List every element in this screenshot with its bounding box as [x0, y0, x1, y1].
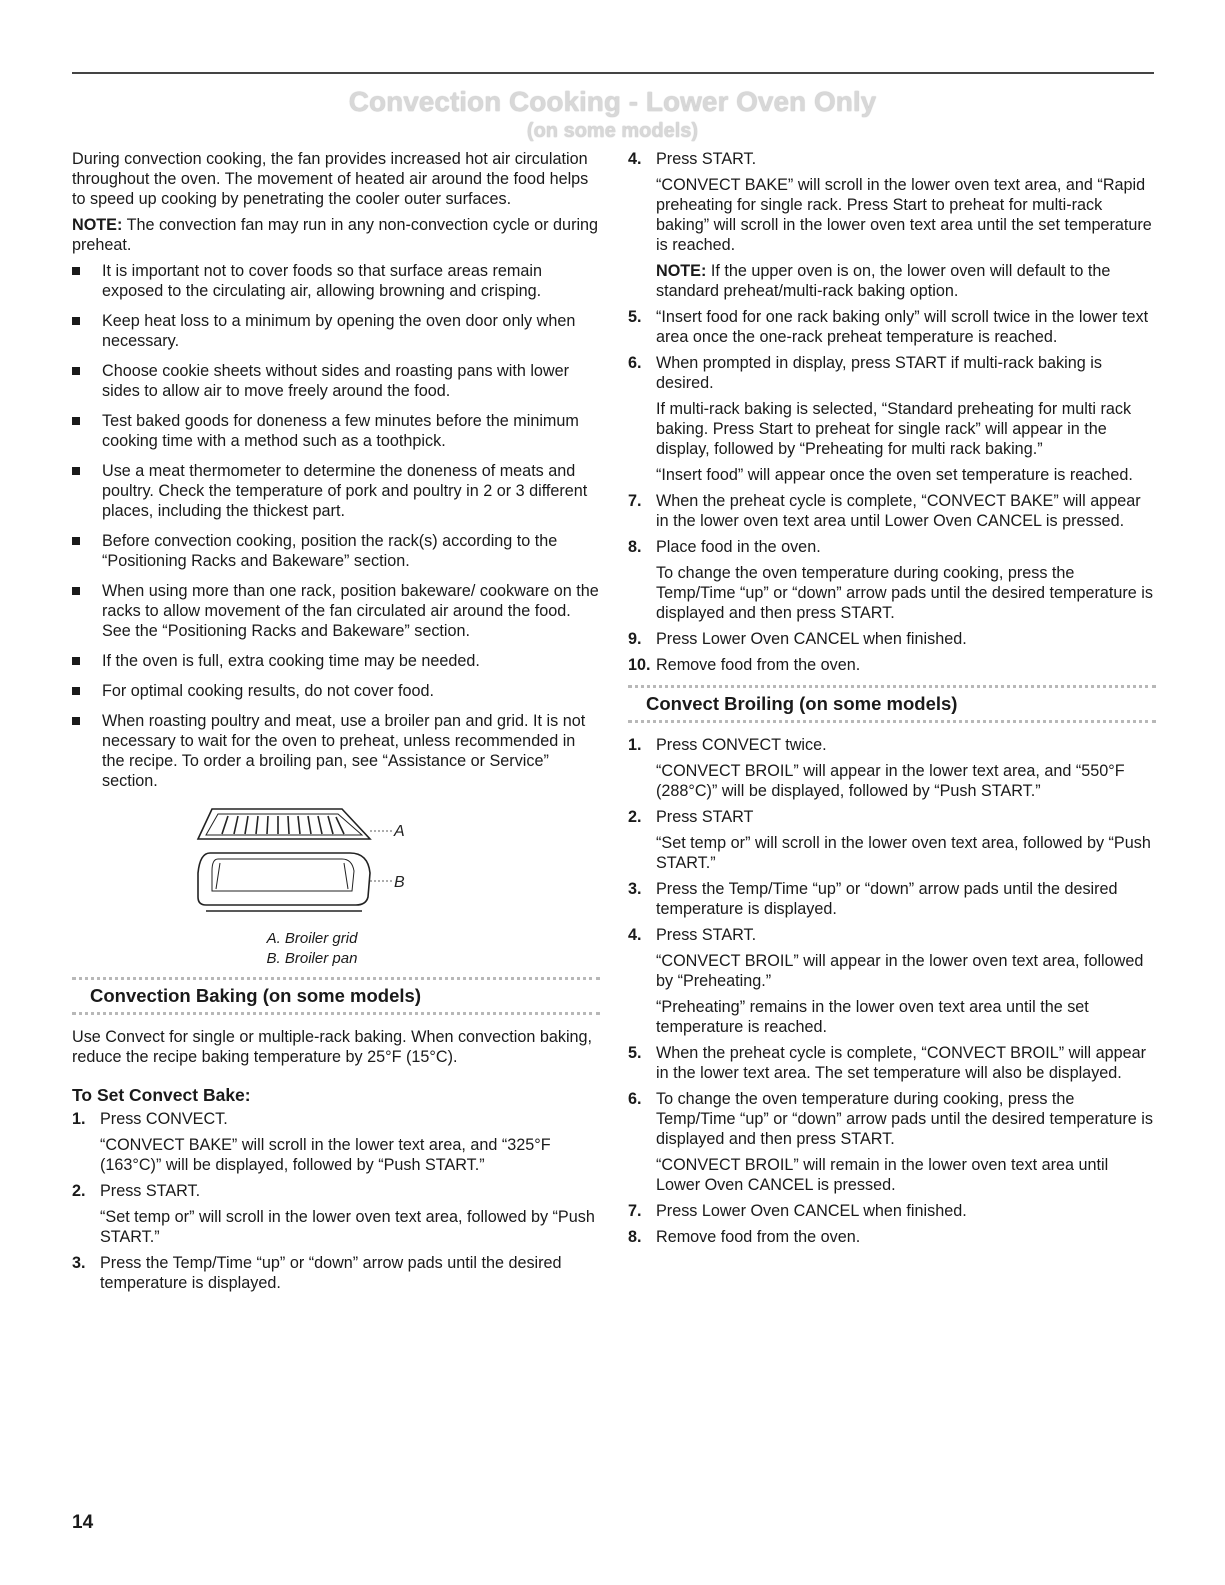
list-item: 8. Place food in the oven. To change the oven temperature during cooking, press the Temp/Time “up” or “down” arrow pads until the desired temperature is displayed and then press START. — [628, 538, 1153, 622]
list-item: 8. Remove food from the oven. — [628, 1228, 861, 1246]
bullet-icon — [72, 587, 80, 595]
list-item: Test baked goods for doneness a few minutes before the minimum cooking time with a method such as a toothpick. — [72, 411, 600, 451]
label-b: B — [394, 874, 405, 891]
bullet-icon — [72, 657, 80, 665]
caption-broiler-pan: B. Broiler pan — [266, 950, 358, 967]
bullet-icon — [72, 267, 80, 275]
broiler-pan-icon — [198, 853, 392, 911]
convect-bake-steps-continued — [628, 149, 1156, 675]
bullet-icon — [72, 717, 80, 725]
list-item: 4. Press START. “CONVECT BAKE” will scroll in the lower oven text area, and “Rapid preheating for single rack. Press Start to preheat for multi-rack baking” will scroll in the lower oven text area until the set temperature is reached. NOTE: If the upper oven is on, the lower oven will default to the standard preheat/multi-rack baking option. — [628, 149, 1156, 301]
convect-broiling-heading: Convect Broiling (on some models) — [628, 685, 1156, 723]
list-item: For optimal cooking results, do not cover food. — [72, 681, 600, 701]
page-number: 14 — [72, 1512, 94, 1533]
bullet-icon — [72, 467, 80, 475]
list-item: 7. Press Lower Oven CANCEL when finished. — [628, 1202, 967, 1220]
bullet-icon — [72, 687, 80, 695]
tips-list — [72, 261, 600, 791]
page-title: Convection Cooking - Lower Oven Only — [348, 86, 877, 117]
bullet-icon — [72, 367, 80, 375]
list-item: If the oven is full, extra cooking time may be needed. — [72, 651, 600, 671]
list-item: 2. Press START. “Set temp or” will scroll in the lower oven text area, followed by “Push START.” — [72, 1182, 595, 1246]
list-item: 6. When prompted in display, press START if multi-rack baking is desired. If multi-rack baking is selected, “Standard preheating for multi rack baking. Press Start to preheat for single rack” will appear in the display, followed by “Preheating for multi rack baking.” “Insert food” will appear once the oven set temperature is reached. — [628, 354, 1133, 484]
convect-broil-steps — [628, 735, 1156, 1247]
note-paragraph — [72, 215, 600, 255]
list-item: It is important not to cover foods so that surface areas remain exposed to the circulating air, allowing browning and crisping. — [72, 261, 600, 301]
left-column — [72, 149, 600, 1299]
list-item: 1. Press CONVECT twice. “CONVECT BROIL” will appear in the lower text area, and “550°F (288°C)” will be displayed, followed by “Push START.” — [628, 736, 1125, 800]
list-item: 4. Press START. “CONVECT BROIL” will appear in the lower oven text area, followed by “Preheating.” “Preheating” remains in the lower oven text area until the set temperature is reached. — [628, 926, 1144, 1036]
intro-paragraph: During convection cooking, the fan provides increased hot air circulation throughout the oven. The movement of heated air around the food helps to speed up cooking by penetrating the cooler outer surfaces. — [72, 150, 589, 208]
bullet-icon — [72, 317, 80, 325]
list-item: 7. When the preheat cycle is complete, “CONVECT BAKE” will appear in the lower oven text area until Lower Oven CANCEL is pressed. — [628, 492, 1141, 530]
convection-baking-intro: Use Convect for single or multiple-rack baking. When convection baking, reduce the recipe baking temperature by 25°F (15°C). — [72, 1028, 593, 1066]
convection-baking-heading: Convection Baking (on some models) — [72, 977, 600, 1015]
list-item: When using more than one rack, position bakeware/ cookware on the racks to allow movement of the fan circulated air around the food. See the “Positioning Racks and Bakeware” section. — [72, 581, 600, 641]
page-subtitle: (on some models) — [526, 120, 699, 142]
list-item: When roasting poultry and meat, use a broiler pan and grid. It is not necessary to wait for the oven to preheat, unless recommended in the recipe. To order a broiling pan, see “Assistance or Service” section. — [72, 711, 600, 791]
right-column — [628, 149, 1156, 1253]
list-item: 9. Press Lower Oven CANCEL when finished. — [628, 630, 967, 648]
list-item: 3. Press the Temp/Time “up” or “down” arrow pads until the desired temperature is displayed. — [628, 880, 1118, 918]
list-item: Use a meat thermometer to determine the doneness of meats and poultry. Check the temperature of pork and poultry in 2 or 3 different places, including the thickest part. — [72, 461, 600, 521]
note-label: NOTE: — [72, 216, 123, 234]
list-item: 5. “Insert food for one rack baking only” will scroll twice in the lower text area once the one-rack preheat temperature is reached. — [628, 308, 1149, 346]
note-paragraph: NOTE: If the upper oven is on, the lower oven will default to the standard preheat/multi-rack baking option. — [656, 262, 1111, 300]
set-convect-bake-heading: To Set Convect Bake: — [72, 1085, 251, 1105]
list-item: 1. Press CONVECT. “CONVECT BAKE” will scroll in the lower text area, and “325°F (163°C)” will be displayed, followed by “Push START.” — [72, 1110, 551, 1174]
list-item: 3. Press the Temp/Time “up” or “down” arrow pads until the desired temperature is displayed. — [72, 1254, 562, 1292]
broiler-grid-icon — [198, 809, 392, 839]
label-a: A — [394, 823, 405, 840]
list-item: 10. Remove food from the oven. — [628, 656, 861, 674]
broiler-figure — [72, 801, 600, 967]
list-item: 5. When the preheat cycle is complete, “CONVECT BROIL” will appear in the lower text area. The set temperature will also be displayed. — [628, 1044, 1147, 1082]
convect-bake-steps — [72, 1109, 600, 1293]
list-item: Before convection cooking, position the rack(s) according to the “Positioning Racks and Bakeware” section. — [72, 531, 600, 571]
caption-broiler-grid: A. Broiler grid — [266, 930, 358, 947]
note-text: The convection fan may run in any non-convection cycle or during preheat. — [72, 216, 599, 254]
broiler-pan-illustration — [192, 801, 432, 921]
list-item: 6. To change the oven temperature during cooking, press the Temp/Time “up” or “down” arrow pads until the desired temperature is displayed and then press START. “CONVECT BROIL” will remain in the lower oven text area until Lower Oven CANCEL is pressed. — [628, 1090, 1153, 1194]
bullet-icon — [72, 537, 80, 545]
list-item: Choose cookie sheets without sides and roasting pans with lower sides to allow air to move freely around the food. — [72, 361, 600, 401]
top-rule — [72, 72, 1154, 74]
list-item: Keep heat loss to a minimum by opening the oven door only when necessary. — [72, 311, 600, 351]
list-item: 2. Press START “Set temp or” will scroll in the lower oven text area, followed by “Push START.” — [628, 808, 1151, 872]
bullet-icon — [72, 417, 80, 425]
